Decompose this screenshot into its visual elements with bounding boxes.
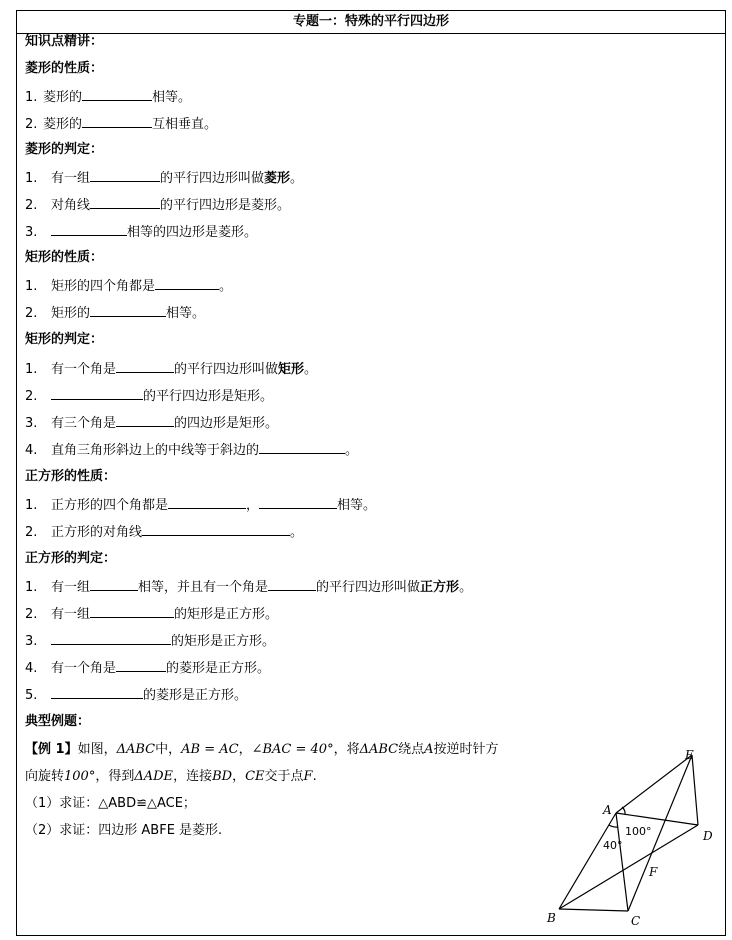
label-C: C	[631, 914, 641, 927]
section-rhombus-props: 菱形的性质：	[25, 61, 104, 76]
angle-label-100: 100°	[625, 825, 652, 838]
answer-blank[interactable]	[82, 87, 152, 101]
answer-blank[interactable]	[51, 386, 143, 400]
page-title: 专题一：特殊的平行四边形	[17, 11, 725, 34]
rect-judge-4: 4. 直角三角形斜边上的中线等于斜边的 。	[25, 440, 358, 460]
section-rhombus-judge: 菱形的判定：	[25, 142, 104, 157]
section-examples: 典型例题：	[25, 714, 91, 729]
section-rect-props: 矩形的性质：	[25, 250, 104, 265]
rect-prop-2: 2. 矩形的 相等。	[25, 303, 205, 323]
square-judge-3: 3. 的矩形是正方形。	[25, 631, 275, 651]
rhombus-judge-1: 1. 有一组 的平行四边形叫做菱形。	[25, 168, 303, 188]
label-D: D	[703, 829, 713, 843]
rect-judge-3: 3. 有三个角是 的四边形是矩形。	[25, 413, 278, 433]
example-1-line-2: 向旋转100°，得到ΔADE，连接BD，CE交于点F.	[25, 769, 317, 784]
rhombus-judge-3: 3. 相等的四边形是菱形。	[25, 222, 257, 242]
square-prop-1: 1. 正方形的四个角都是 ， 相等。	[25, 495, 376, 515]
answer-blank[interactable]	[259, 440, 345, 454]
answer-blank[interactable]	[90, 577, 138, 591]
answer-blank[interactable]	[51, 631, 171, 645]
segment-AD	[616, 813, 698, 825]
answer-blank[interactable]	[51, 685, 143, 699]
geometry-figure	[529, 741, 725, 927]
answer-blank[interactable]	[51, 222, 127, 236]
label-B: B	[547, 911, 556, 925]
rect-judge-2: 2. 的平行四边形是矩形。	[25, 386, 273, 406]
answer-blank[interactable]	[116, 658, 166, 672]
worksheet-frame	[16, 10, 726, 936]
section-rect-judge: 矩形的判定：	[25, 332, 104, 347]
answer-blank[interactable]	[142, 522, 290, 536]
answer-blank[interactable]	[116, 413, 174, 427]
label-E: E	[685, 748, 694, 762]
section-knowledge: 知识点精讲：	[25, 34, 104, 49]
square-prop-2: 2. 正方形的对角线 。	[25, 522, 303, 542]
square-judge-5: 5. 的菱形是正方形。	[25, 685, 247, 705]
answer-blank[interactable]	[90, 604, 174, 618]
segment-ED	[692, 755, 698, 825]
label-A: A	[603, 803, 612, 817]
answer-blank[interactable]	[90, 195, 160, 209]
rect-prop-1: 1. 矩形的四个角都是 。	[25, 276, 232, 296]
answer-blank[interactable]	[259, 495, 337, 509]
answer-blank[interactable]	[155, 276, 219, 290]
section-square-props: 正方形的性质：	[25, 469, 117, 484]
question-1: （1）求证：△ABD≌△ACE；	[25, 796, 196, 811]
example-1-line-1: 【例 1】如图，ΔABC中，AB = AC，∠BAC = 40°，将ΔABC绕点A按逆时针方	[25, 742, 499, 757]
answer-blank[interactable]	[116, 359, 174, 373]
segment-BC	[559, 909, 628, 911]
angle-arc-40	[609, 825, 618, 827]
answer-blank[interactable]	[90, 168, 160, 182]
square-judge-4: 4. 有一个角是 的菱形是正方形。	[25, 658, 270, 678]
rhombus-prop-2: 2. 菱形的 互相垂直。	[25, 114, 217, 134]
rect-judge-1: 1. 有一个角是 的平行四边形叫做矩形。	[25, 359, 317, 379]
answer-blank[interactable]	[90, 303, 166, 317]
label-F: F	[649, 865, 658, 879]
question-2: （2）求证：四边形 ABFE 是菱形.	[25, 823, 223, 838]
rhombus-prop-1: 1. 菱形的 相等。	[25, 87, 191, 107]
segment-AB	[559, 813, 616, 909]
answer-blank[interactable]	[82, 114, 152, 128]
square-judge-1: 1. 有一组 相等，并且有一个角是 的平行四边形叫做正方形。	[25, 577, 472, 597]
section-square-judge: 正方形的判定：	[25, 551, 117, 566]
answer-blank[interactable]	[168, 495, 246, 509]
angle-label-40: 40°	[603, 839, 623, 852]
answer-blank[interactable]	[268, 577, 316, 591]
rhombus-judge-2: 2. 对角线 的平行四边形是菱形。	[25, 195, 290, 215]
square-judge-2: 2. 有一组 的矩形是正方形。	[25, 604, 278, 624]
